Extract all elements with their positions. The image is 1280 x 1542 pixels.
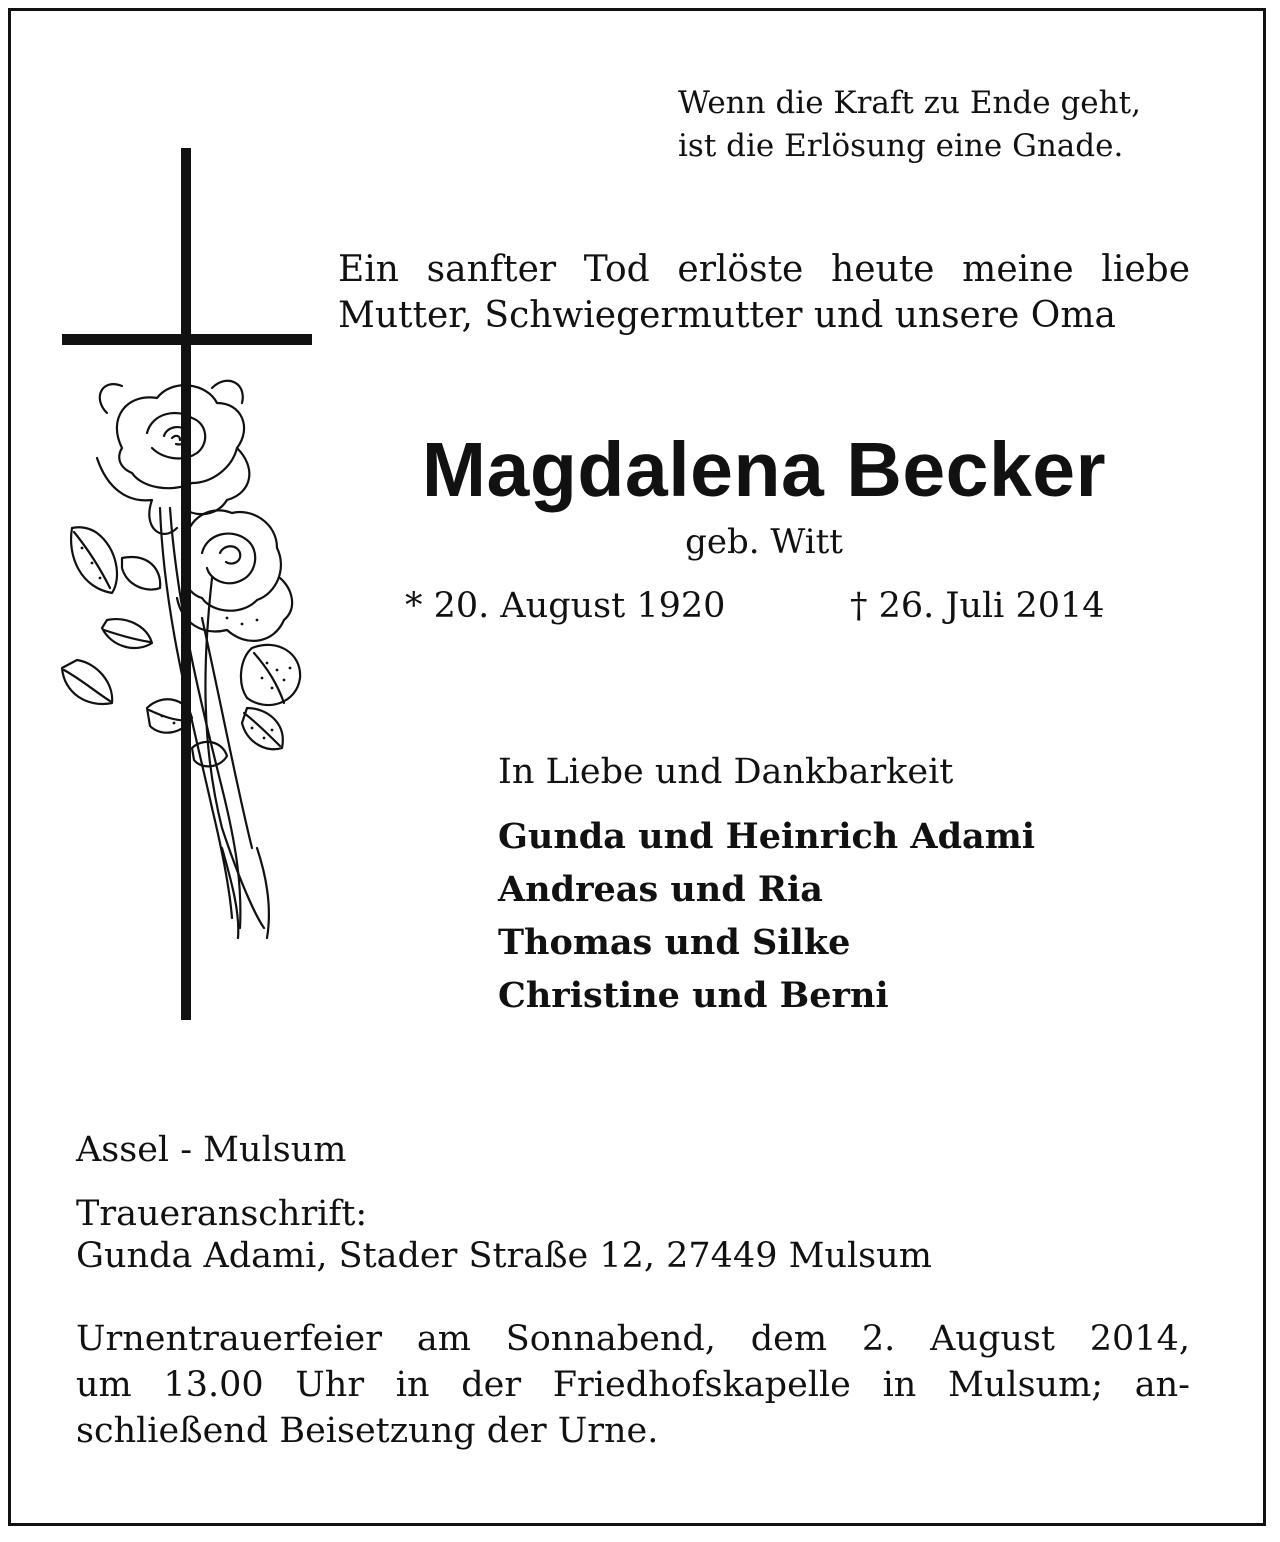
mourner: Christine und Berni <box>498 975 889 1016</box>
place: Assel - Mulsum <box>76 1130 347 1170</box>
death-date: † 26. Juli 2014 <box>850 586 1105 626</box>
intro-line: Ein sanfter Tod erlöste heute meine liebe <box>338 249 1190 290</box>
ceremony-line: Urnentrauerfeier am Sonnabend, dem 2. August 2014, <box>76 1319 1190 1359</box>
mourner: Thomas und Silke <box>498 922 851 963</box>
mourners-list <box>498 810 1035 1022</box>
birth-name: geb. Witt <box>685 522 843 562</box>
motto-line: Wenn die Kraft zu Ende geht, <box>678 85 1141 121</box>
cross-with-roses-icon <box>52 148 322 1028</box>
motto-line: ist die Erlösung eine Gnade. <box>678 128 1124 164</box>
ceremony-line: um 13.00 Uhr in der Friedhofskapelle in Mulsum; an- <box>76 1365 1190 1405</box>
address-label: Traueranschrift: <box>76 1194 368 1234</box>
thanks-line: In Liebe und Dankbarkeit <box>498 752 954 792</box>
motto <box>678 82 1141 168</box>
mourning-address: Gunda Adami, Stader Straße 12, 27449 Mulsum <box>76 1236 932 1276</box>
intro-line: Mutter, Schwiegermutter und unsere Oma <box>338 295 1116 336</box>
mourner: Andreas und Ria <box>498 869 823 910</box>
deceased-name: Magdalena Becker <box>421 427 1107 513</box>
ceremony-text <box>76 1316 1190 1454</box>
mourner: Gunda und Heinrich Adami <box>498 816 1036 857</box>
birth-date: * 20. August 1920 <box>405 586 726 626</box>
ceremony-line: schließend Beisetzung der Urne. <box>76 1411 659 1451</box>
intro-text <box>338 247 1190 339</box>
